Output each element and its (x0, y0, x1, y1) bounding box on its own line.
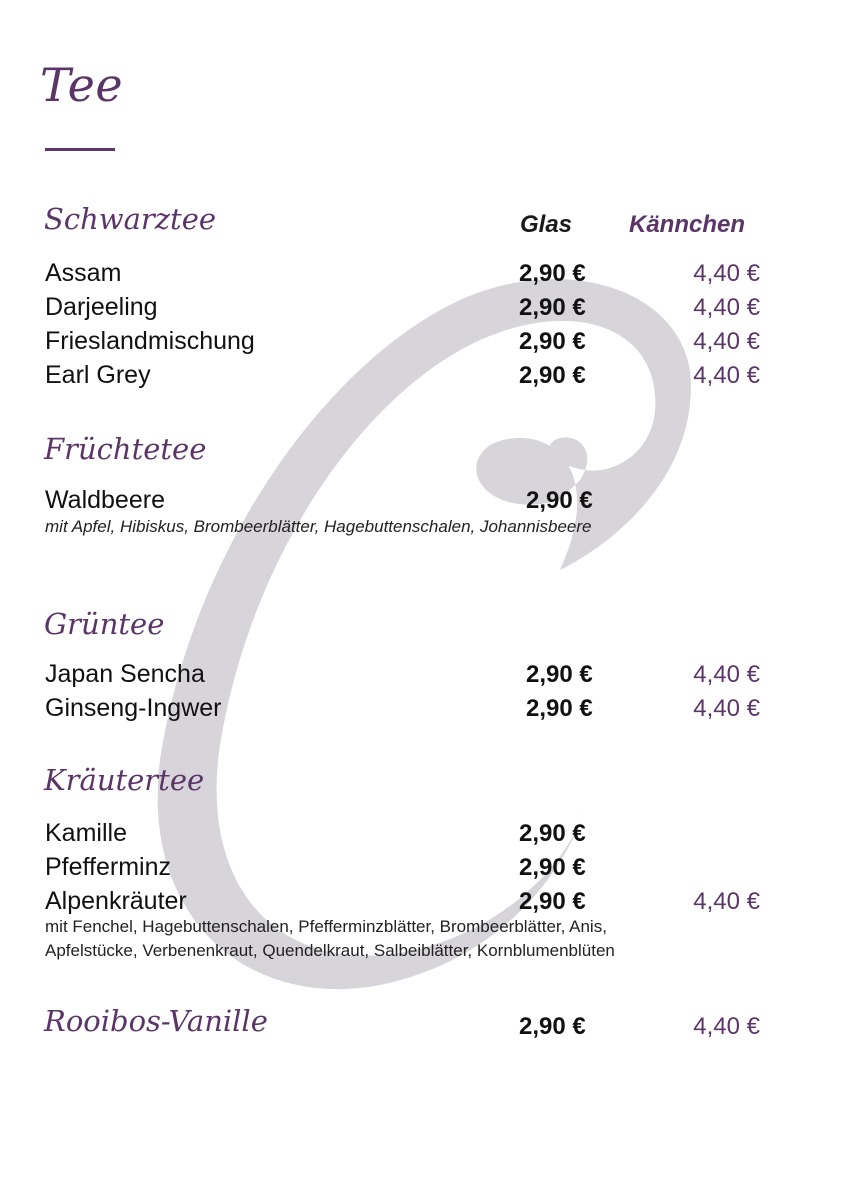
item-description-alpenkraeuter-line1: mit Fenchel, Hagebuttenschalen, Pfefferminzblätter, Brombeerblätter, Anis, (45, 917, 607, 936)
price-kaennchen-rooibos-vanille: 4,40 € (693, 1013, 760, 1040)
price-glas-darjeeling: 2,90 € (519, 294, 586, 321)
price-kaennchen-japan-sencha: 4,40 € (693, 661, 760, 688)
price-kaennchen-earl-grey: 4,40 € (693, 362, 760, 389)
price-glas-frieslandmischung: 2,90 € (519, 328, 586, 355)
page-title: Tee (40, 58, 124, 112)
price-glas-japan-sencha: 2,90 € (526, 661, 593, 688)
item-description-alpenkraeuter-line2: Apfelstücke, Verbenenkraut, Quendelkraut, Salbeiblätter, Kornblumenblüten (45, 941, 615, 960)
price-glas-earl-grey: 2,90 € (519, 362, 586, 389)
item-name-japan-sencha: Japan Sencha (45, 660, 205, 688)
price-glas-ginseng-ingwer: 2,90 € (526, 695, 593, 722)
price-kaennchen-assam: 4,40 € (693, 260, 760, 287)
item-name-alpenkraeuter: Alpenkräuter (45, 887, 187, 915)
item-name-ginseng-ingwer: Ginseng-Ingwer (45, 694, 222, 722)
price-glas-alpenkraeuter: 2,90 € (519, 888, 586, 915)
column-header-glas: Glas (520, 211, 573, 238)
item-name-pfefferminz: Pfefferminz (45, 853, 171, 881)
section-title-rooibos-vanille: Rooibos-Vanille (44, 1004, 268, 1038)
price-glas-rooibos-vanille: 2,90 € (519, 1013, 586, 1040)
price-kaennchen-frieslandmischung: 4,40 € (693, 328, 760, 355)
price-glas-pfefferminz: 2,90 € (519, 854, 586, 881)
section-title-kraeutertee: Kräutertee (44, 763, 205, 797)
item-name-kamille: Kamille (45, 819, 127, 847)
price-glas-kamille: 2,90 € (519, 820, 586, 847)
item-name-earl-grey: Earl Grey (45, 361, 151, 389)
column-header-kaennchen: Kännchen (629, 211, 746, 238)
section-title-schwarztee: Schwarztee (44, 202, 217, 236)
section-title-gruentee: Grüntee (44, 607, 165, 641)
item-name-darjeeling: Darjeeling (45, 293, 158, 321)
item-name-frieslandmischung: Frieslandmischung (45, 327, 255, 355)
price-glas-assam: 2,90 € (519, 260, 586, 287)
title-underline (45, 148, 115, 151)
price-kaennchen-darjeeling: 4,40 € (693, 294, 760, 321)
item-name-assam: Assam (45, 259, 122, 287)
price-glas-waldbeere: 2,90 € (526, 487, 593, 514)
price-kaennchen-alpenkraeuter: 4,40 € (693, 888, 760, 915)
price-kaennchen-ginseng-ingwer: 4,40 € (693, 695, 760, 722)
item-description-waldbeere: mit Apfel, Hibiskus, Brombeerblätter, Hagebuttenschalen, Johannisbeere (45, 517, 592, 536)
section-title-fruechtetee: Früchtetee (44, 432, 207, 466)
item-name-waldbeere: Waldbeere (45, 486, 165, 514)
